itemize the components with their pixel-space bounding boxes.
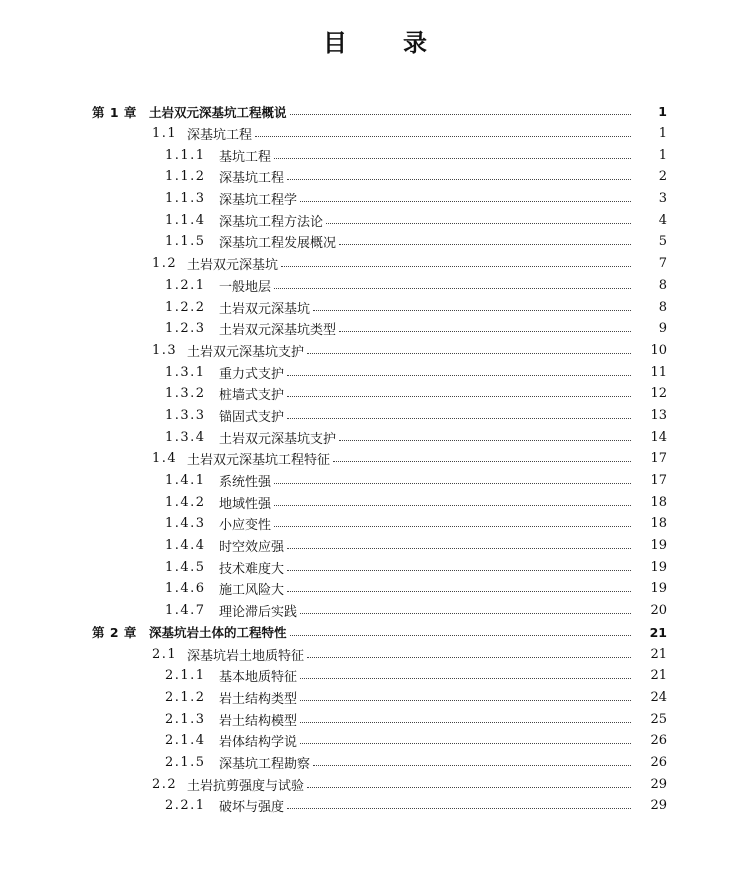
toc-entry-title: 基坑工程: [219, 149, 272, 165]
toc-entry-page-number: 29: [650, 798, 667, 814]
toc-entry-page-number: 25: [650, 711, 667, 727]
toc-subsection-entry[interactable]: [0, 144, 750, 166]
toc-subsection-entry[interactable]: [0, 470, 750, 492]
toc-entry-title: 土岩双元深基坑工程特征: [187, 453, 331, 469]
toc-dot-leader: [287, 179, 631, 180]
toc-dot-leader: [339, 244, 631, 245]
toc-section-entry[interactable]: [0, 773, 750, 795]
toc-entry-page-number: 10: [650, 342, 667, 358]
toc-dot-leader: [287, 396, 631, 397]
toc-entry-page-number: 12: [650, 386, 667, 402]
toc-subsection-entry[interactable]: [0, 318, 750, 340]
toc-entry-title: 破坏与强度: [219, 800, 285, 816]
toc-entry-page-number: 14: [650, 429, 667, 445]
toc-entry-title: 土岩双元深基坑支护: [219, 431, 337, 447]
toc-entry-page-number: 3: [658, 191, 667, 207]
toc-subsection-entry[interactable]: [0, 426, 750, 448]
toc-dot-leader: [300, 722, 631, 723]
toc-dot-leader: [274, 526, 631, 527]
toc-entry-title: 深基坑工程勘察: [219, 756, 311, 772]
toc-entry-number: 1.2.3: [165, 321, 206, 337]
toc-entry-title: 系统性强: [219, 475, 272, 491]
toc-entry-page-number: 17: [650, 451, 667, 467]
toc-dot-leader: [287, 808, 631, 809]
toc-dot-leader: [300, 201, 631, 202]
toc-dot-leader: [287, 418, 631, 419]
toc-subsection-entry[interactable]: [0, 231, 750, 253]
toc-entry-title: 岩体结构学说: [219, 735, 298, 751]
toc-entry-page-number: 29: [650, 776, 667, 792]
toc-dot-leader: [274, 483, 631, 484]
toc-entry-page-number: 1: [658, 126, 667, 142]
toc-entry-title: 岩土结构类型: [219, 691, 298, 707]
toc-subsection-entry[interactable]: [0, 578, 750, 600]
toc-entry-number: 1.3.3: [165, 407, 206, 423]
toc-entry-number: 1.4.7: [165, 603, 206, 619]
toc-dot-leader: [300, 700, 631, 701]
toc-subsection-entry[interactable]: [0, 687, 750, 709]
page-title-char-1: 目: [323, 28, 347, 57]
toc-entry-number: 1.4.2: [165, 494, 206, 510]
toc-entry-number: 1.3.2: [165, 386, 206, 402]
toc-dot-leader: [333, 461, 631, 462]
toc-entry-number: 1.4.6: [165, 581, 206, 597]
toc-dot-leader: [313, 765, 631, 766]
toc-entry-page-number: 8: [658, 277, 667, 293]
toc-entry-page-number: 21: [649, 624, 667, 640]
toc-entry-number: 2.1: [152, 646, 178, 662]
toc-entry-page-number: 24: [650, 689, 667, 705]
toc-subsection-entry[interactable]: [0, 405, 750, 427]
toc-subsection-entry[interactable]: [0, 708, 750, 730]
toc-entry-page-number: 18: [650, 494, 667, 510]
toc-dot-leader: [307, 353, 631, 354]
toc-entry-number: 2.1.2: [165, 689, 206, 705]
toc-entry-title: 深基坑岩土体的工程特性: [149, 625, 287, 641]
toc-entry-title: 土岩双元深基坑支护: [187, 344, 305, 360]
toc-entry-number: 2.1.1: [165, 668, 206, 684]
toc-dot-leader: [290, 114, 631, 115]
toc-entry-number: 2.2: [152, 776, 178, 792]
toc-entry-title: 桩墙式支护: [219, 388, 285, 404]
toc-entry-title: 深基坑工程发展概况: [219, 236, 337, 252]
toc-entry-page-number: 8: [658, 299, 667, 315]
toc-entry-number: 1.2.1: [165, 277, 206, 293]
page-title-char-2: 录: [403, 28, 427, 57]
toc-entry-title: 理论滞后实践: [219, 605, 298, 621]
toc-subsection-entry[interactable]: [0, 188, 750, 210]
toc-entry-number: 1.3: [152, 342, 178, 358]
toc-dot-leader: [281, 266, 631, 267]
toc-subsection-entry[interactable]: [0, 665, 750, 687]
toc-subsection-entry[interactable]: [0, 209, 750, 231]
toc-entry-number: 1.1: [152, 126, 178, 142]
toc-subsection-entry[interactable]: [0, 296, 750, 318]
toc-entry-number: 1.4.5: [165, 559, 206, 575]
toc-dot-leader: [339, 440, 631, 441]
toc-entry-number: 1.1.2: [165, 169, 206, 185]
toc-subsection-entry[interactable]: [0, 275, 750, 297]
toc-entry-number: 2.1.3: [165, 711, 206, 727]
toc-subsection-entry[interactable]: [0, 383, 750, 405]
toc-entry-title: 土岩双元深基坑类型: [219, 323, 337, 339]
toc-entry-number: 第 1 章: [92, 104, 137, 120]
toc-section-entry[interactable]: [0, 123, 750, 145]
toc-subsection-entry[interactable]: [0, 513, 750, 535]
toc-dot-leader: [339, 331, 631, 332]
toc-entry-title: 一般地层: [219, 279, 272, 295]
toc-entry-number: 1.2.2: [165, 299, 206, 315]
toc-dot-leader: [274, 158, 631, 159]
toc-dot-leader: [255, 136, 631, 137]
toc-entry-page-number: 5: [658, 234, 667, 250]
toc-entry-number: 第 2 章: [92, 625, 137, 641]
toc-entry-number: 1.1.4: [165, 212, 206, 228]
toc-dot-leader: [307, 787, 631, 788]
toc-dot-leader: [326, 223, 631, 224]
toc-entry-title: 施工风险大: [219, 583, 285, 599]
toc-entry-number: 1.1.5: [165, 234, 206, 250]
toc-dot-leader: [274, 505, 631, 506]
toc-entry-number: 1.4.4: [165, 538, 206, 554]
toc-chapter-entry[interactable]: [0, 101, 750, 123]
toc-entry-title: 深基坑工程: [219, 171, 285, 187]
toc-subsection-entry[interactable]: [0, 556, 750, 578]
toc-entry-page-number: 13: [650, 407, 667, 423]
toc-dot-leader: [307, 657, 631, 658]
toc-dot-leader: [274, 288, 631, 289]
toc-entry-number: 1.4.3: [165, 516, 206, 532]
toc-entry-number: 1.1.3: [165, 191, 206, 207]
toc-section-entry[interactable]: [0, 643, 750, 665]
toc-dot-leader: [300, 678, 631, 679]
toc-entry-page-number: 26: [650, 733, 667, 749]
toc-entry-page-number: 21: [650, 646, 667, 662]
toc-entry-page-number: 26: [650, 754, 667, 770]
toc-entry-title: 重力式支护: [219, 366, 285, 382]
toc-entry-title: 锚固式支护: [219, 409, 285, 425]
toc-entry-page-number: 4: [658, 212, 667, 228]
toc-chapter-entry[interactable]: [0, 622, 750, 644]
page-title: [0, 22, 750, 58]
toc-entry-number: 2.1.5: [165, 754, 206, 770]
toc-entry-title: 土岩抗剪强度与试验: [187, 778, 305, 794]
toc-subsection-entry[interactable]: [0, 535, 750, 557]
toc-entry-title: 土岩双元深基坑: [187, 258, 279, 274]
toc-entry-title: 土岩双元深基坑: [219, 301, 311, 317]
toc-entry-number: 2.2.1: [165, 798, 206, 814]
toc-entry-number: 1.3.4: [165, 429, 206, 445]
toc-entry-number: 2.1.4: [165, 733, 206, 749]
toc-section-entry[interactable]: [0, 253, 750, 275]
toc-dot-leader: [300, 613, 631, 614]
toc-dot-leader: [313, 310, 631, 311]
toc-dot-leader: [287, 570, 631, 571]
toc-entry-number: 1.1.1: [165, 147, 206, 163]
toc-section-entry[interactable]: [0, 340, 750, 362]
toc-entry-title: 地域性强: [219, 496, 272, 512]
toc-subsection-entry[interactable]: [0, 795, 750, 817]
toc-entry-page-number: 7: [658, 256, 667, 272]
toc-entry-page-number: 19: [650, 538, 667, 554]
toc-dot-leader: [287, 591, 631, 592]
toc-entry-page-number: 17: [650, 473, 667, 489]
toc-dot-leader: [290, 635, 631, 636]
toc-entry-number: 1.4.1: [165, 473, 206, 489]
toc-section-entry[interactable]: [0, 448, 750, 470]
toc-entry-page-number: 2: [658, 169, 667, 185]
toc-subsection-entry[interactable]: [0, 361, 750, 383]
toc-entry-title: 小应变性: [219, 518, 272, 534]
toc-entry-title: 深基坑工程方法论: [219, 214, 324, 230]
toc-subsection-entry[interactable]: [0, 600, 750, 622]
toc-dot-leader: [287, 375, 631, 376]
toc-entry-page-number: 19: [650, 581, 667, 597]
toc-entry-page-number: 19: [650, 559, 667, 575]
toc-entry-page-number: 11: [650, 364, 667, 380]
toc-entry-title: 基本地质特征: [219, 670, 298, 686]
toc-entry-title: 时空效应强: [219, 540, 285, 556]
toc-entry-page-number: 18: [650, 516, 667, 532]
toc-entry-page-number: 1: [658, 147, 667, 163]
table-of-contents: [0, 101, 750, 817]
toc-entry-title: 深基坑岩土地质特征: [187, 648, 305, 664]
toc-entry-title: 技术难度大: [219, 561, 285, 577]
toc-entry-page-number: 1: [658, 104, 667, 120]
toc-dot-leader: [300, 743, 631, 744]
toc-entry-title: 土岩双元深基坑工程概说: [149, 104, 287, 120]
toc-entry-number: 1.2: [152, 256, 178, 272]
toc-dot-leader: [287, 548, 631, 549]
toc-entry-title: 岩土结构模型: [219, 713, 298, 729]
toc-subsection-entry[interactable]: [0, 166, 750, 188]
toc-entry-number: 1.4: [152, 451, 178, 467]
toc-entry-page-number: 9: [658, 321, 667, 337]
toc-subsection-entry[interactable]: [0, 752, 750, 774]
toc-entry-page-number: 20: [650, 603, 667, 619]
toc-subsection-entry[interactable]: [0, 730, 750, 752]
toc-entry-number: 1.3.1: [165, 364, 206, 380]
toc-entry-title: 深基坑工程: [187, 128, 253, 144]
toc-entry-title: 深基坑工程学: [219, 193, 298, 209]
toc-entry-page-number: 21: [650, 668, 667, 684]
toc-subsection-entry[interactable]: [0, 491, 750, 513]
